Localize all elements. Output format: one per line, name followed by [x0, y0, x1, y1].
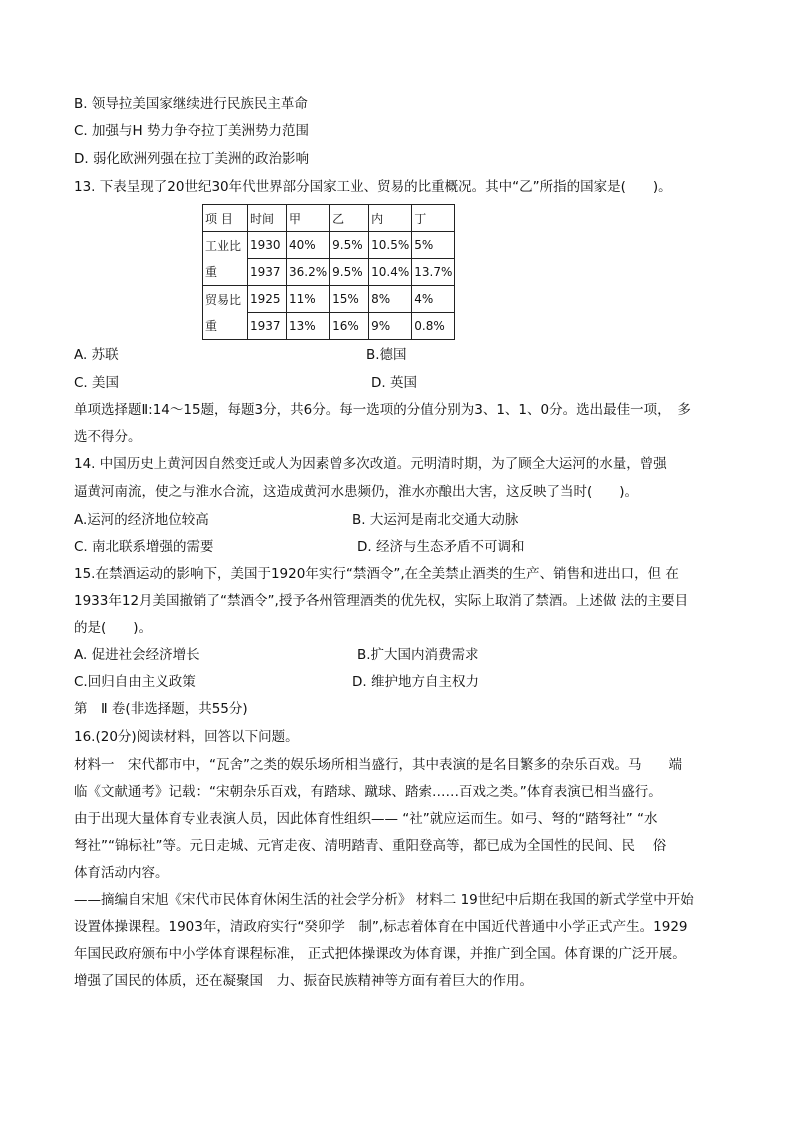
q16-material-line: ——摘编自宋旭《宋代市民体育休闲生活的社会学分析》 材料二 19世纪中后期在我国的新式学堂中开始 — [74, 892, 694, 908]
q16-material-line: 由于出现大量体育专业表演人员，因此体育性组织—— “社”就应运而生。如弓、弩的“踏弩社” “水 — [74, 811, 658, 827]
q15-options-row-2 — [74, 673, 734, 691]
q13-stem: 13. 下表呈现了20世纪30年代世界部分国家工业、贸易的比重概况。其中“乙”所指的国家是( )。 — [74, 179, 672, 195]
table-cell: 13.7% — [412, 259, 455, 286]
q15-option-b: B.扩大国内消费需求 — [357, 647, 479, 663]
table-header-cell: 丁 — [412, 205, 455, 232]
table-row — [203, 313, 455, 340]
table-cell: 11% — [287, 286, 330, 313]
table-cell: 1937 — [248, 259, 287, 286]
table-header-row — [203, 205, 455, 232]
q14-stem-line1: 14. 中国历史上黄河因自然变迁或人为因素曾多次改道。元明清时期，为了顾全大运河的水量，曾强 — [74, 456, 667, 472]
q13-option-a: A. 苏联 — [74, 347, 119, 363]
q12-option-c: C. 加强与H 势力争夺拉丁美洲势力范围 — [74, 123, 309, 139]
q12-option-d: D. 弱化欧洲列强在拉丁美洲的政治影响 — [74, 151, 309, 167]
section2-instructions-line1: 单项选择题Ⅱ:14～15题，每题3分，共6分。每一选项的分值分别为3、1、1、0分。选出最佳一项， 多 — [74, 402, 691, 418]
table-header-cell: 项 目 — [203, 205, 248, 232]
table-cell: 4% — [412, 286, 455, 313]
q14-options-row-2 — [74, 538, 734, 556]
q16-material-line: 弩社”“锦标社”等。元日走城、元宵走夜、清明踏青、重阳登高等，都已成为全国性的民间、民 俗 — [74, 838, 667, 854]
q14-option-d: D. 经济与生态矛盾不可调和 — [357, 539, 525, 555]
q15-stem-line1: 15.在禁酒运动的影响下，美国于1920年实行“禁酒令”,在全美禁止酒类的生产、销售和进出口，但 在 — [74, 566, 679, 582]
q14-stem-line2: 逼黄河南流，使之与淮水合流，这造成黄河水患频仍，淮水亦酿出大害，这反映了当时( )。 — [74, 484, 639, 500]
q13-options-row-2 — [74, 374, 734, 392]
table-row — [203, 232, 455, 259]
table-row-label: 工业比 — [203, 232, 248, 259]
table-cell: 16% — [330, 313, 369, 340]
q13-data-table — [202, 204, 455, 340]
table-cell: 10.4% — [369, 259, 412, 286]
table-cell: 40% — [287, 232, 330, 259]
table-header-cell: 甲 — [287, 205, 330, 232]
q15-option-d: D. 维护地方自主权力 — [352, 674, 479, 690]
q15-stem-line3: 的是( )。 — [74, 620, 153, 636]
q16-material-line: 增强了国民的体质，还在凝聚国 力、振奋民族精神等方面有着巨大的作用。 — [74, 973, 533, 989]
q13-options-row-1 — [74, 346, 734, 364]
table-cell: 5% — [412, 232, 455, 259]
table-cell: 9.5% — [330, 259, 369, 286]
q14-options-row-1 — [74, 511, 734, 529]
table-header-cell: 时间 — [248, 205, 287, 232]
table-cell: 9% — [369, 313, 412, 340]
q14-option-c: C. 南北联系增强的需要 — [74, 539, 214, 555]
q16-material-line: 临《文献通考》记载：“宋朝杂乐百戏，有踏球、蹴球、踏索……百戏之类。”体育表演已相当盛行。 — [74, 784, 662, 800]
q13-option-d: D. 英国 — [371, 375, 417, 391]
q13-option-c: C. 美国 — [74, 375, 120, 391]
q16-material-line: 材料一 宋代都市中，“瓦舍”之类的娱乐场所相当盛行，其中表演的是名目繁多的杂乐百戏。马 端 — [74, 757, 682, 773]
q13-option-b: B.德国 — [366, 347, 407, 363]
table-header-cell: 乙 — [330, 205, 369, 232]
q16-title: 16.(20分)阅读材料，回答以下问题。 — [74, 729, 299, 745]
q16-material-line: 设置体操课程。1903年，清政府实行“癸卯学 制”,标志着体育在中国近代普通中小学正式产生。1929 — [74, 919, 688, 935]
table-cell: 13% — [287, 313, 330, 340]
q15-option-a: A. 促进社会经济增长 — [74, 647, 200, 663]
table-row-label: 重 — [203, 259, 248, 286]
table-cell: 10.5% — [369, 232, 412, 259]
table-cell: 15% — [330, 286, 369, 313]
q15-option-c: C.回归自由主义政策 — [74, 674, 196, 690]
q14-option-a: A.运河的经济地位较高 — [74, 512, 209, 528]
part2-title: 第 Ⅱ 卷(非选择题，共55分) — [74, 701, 248, 717]
table-cell: 9.5% — [330, 232, 369, 259]
table-cell: 36.2% — [287, 259, 330, 286]
table-cell: 8% — [369, 286, 412, 313]
table-cell: 0.8% — [412, 313, 455, 340]
q15-stem-line2: 1933年12月美国撤销了“禁酒令”,授予各州管理酒类的优先权，实际上取消了禁酒。上述做 法的主要目 — [74, 593, 689, 609]
q16-material-line: 体育活动内容。 — [74, 865, 169, 881]
table-row — [203, 259, 455, 286]
q12-option-b: B. 领导拉美国家继续进行民族民主革命 — [74, 96, 308, 112]
section2-instructions-line2: 选不得分。 — [74, 429, 142, 445]
q14-option-b: B. 大运河是南北交通大动脉 — [352, 512, 519, 528]
table-row-label: 贸易比 — [203, 286, 248, 313]
q16-material-line: 年国民政府颁布中小学体育课程标准， 正式把体操课改为体育课，并推广到全国。体育课的广泛开展。 — [74, 946, 686, 962]
table-cell: 1937 — [248, 313, 287, 340]
table-row-label: 重 — [203, 313, 248, 340]
table-header-cell: 内 — [369, 205, 412, 232]
table-row — [203, 286, 455, 313]
table-cell: 1930 — [248, 232, 287, 259]
q15-options-row-1 — [74, 646, 734, 664]
table-cell: 1925 — [248, 286, 287, 313]
